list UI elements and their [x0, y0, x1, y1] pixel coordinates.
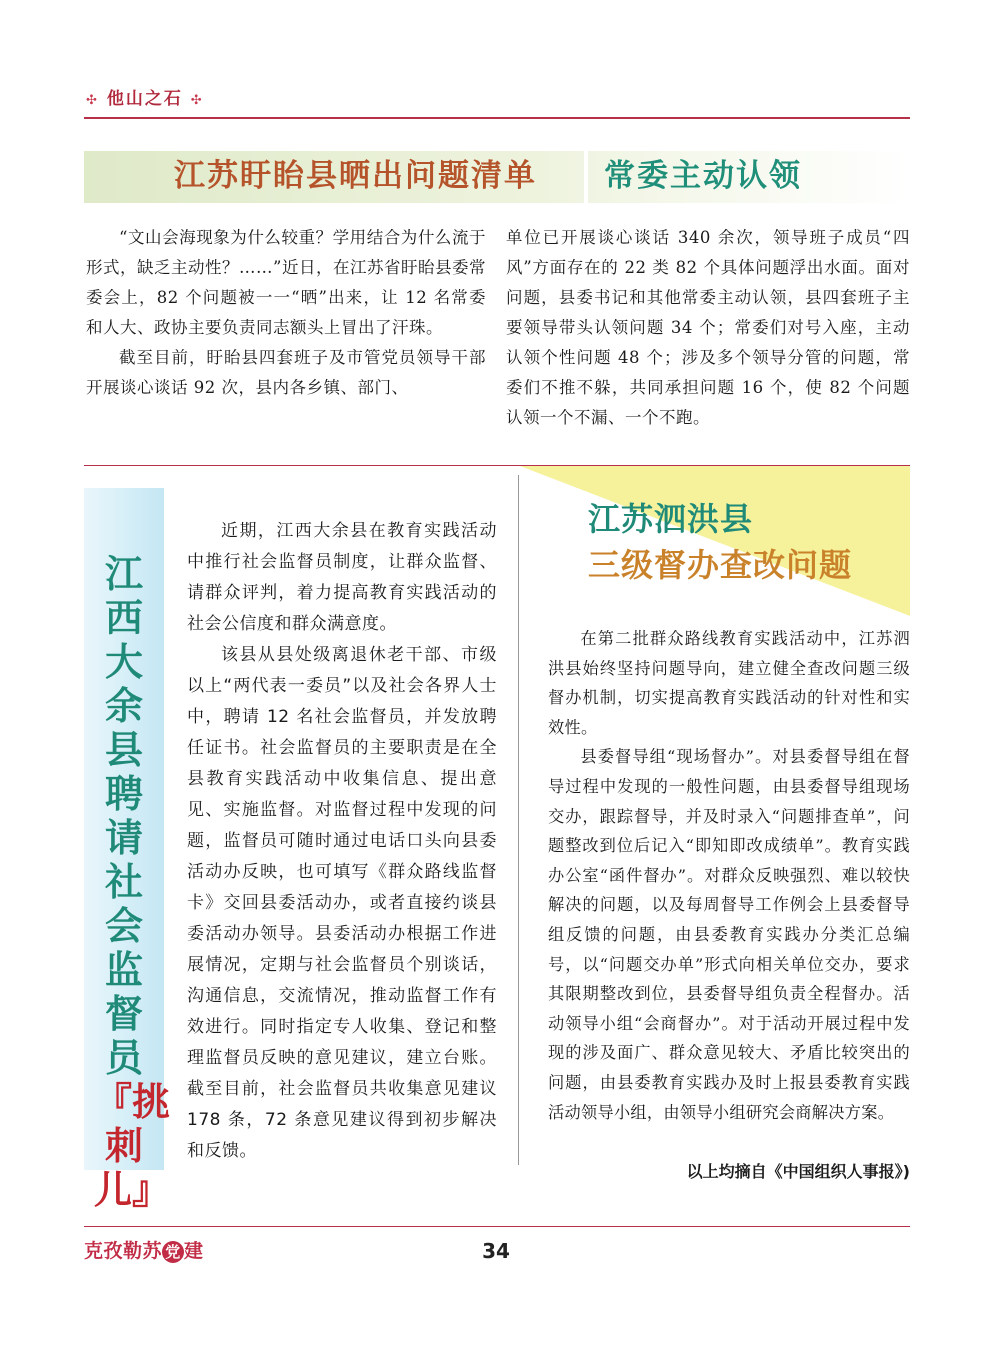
article1-column-left — [86, 223, 486, 403]
brand-dot: 党 — [162, 1241, 184, 1263]
footer-rule — [84, 1226, 910, 1227]
page-number: 34 — [482, 1239, 510, 1263]
source-attribution: 以上均摘自《中国组织人事报》) — [686, 1162, 910, 1181]
article3-title — [588, 496, 852, 588]
brand-text: 克孜勒苏 — [84, 1240, 163, 1262]
title-divider — [584, 151, 588, 203]
article1-title-main: 江苏盱眙县晒出问题清单 — [174, 158, 537, 194]
article3-paragraph: 在第二批群众路线教育实践活动中，江苏泗洪县始终坚持问题导向，建立健全查改问题三级督办机制，切实提高教育实践活动的针对性和实效性。 — [548, 629, 910, 737]
article3-paragraph: 县委督导组“现场督办”。对县委督导组在督导过程中发现的一般性问题，由县委督导组现场交办，跟踪督导，并及时录入“问题排查单”，问题整改到位后记入“即知即改成绩单”。教育实践办公室“函件督办”。对群众反映强烈、难以较快解决的问题，以及每周督导工作例会上县委督导组反馈的问题，由县委教育实践办分类汇总编号，以“问题交办单”形式向相关单位交办，要求其限期整改到位，县委督导组负责全程督办。活动领导小组“会商督办”。对于活动开展过程中发现的涉及面广、群众意见较大、矛盾比较突出的问题，由县委教育实践办及时上报县委教育实践活动领导小组，由领导小组研究会商解决方案。 — [548, 747, 910, 1122]
article3-body — [548, 624, 910, 1127]
cross-ornament-icon: ✣ — [190, 93, 204, 108]
article2-title-highlight: 『挑刺儿』 — [94, 1079, 171, 1212]
brand-text-end: 建 — [184, 1240, 204, 1262]
article2-paragraph: 近期，江西大余县在教育实践活动中推行社会监督员制度，让群众监督、请群众评判，着力提高教育实践活动的社会公信度和群众满意度。 — [187, 521, 497, 634]
article2-title-main: 江西大余县聘请社会监督员 — [104, 551, 143, 1080]
article3-title-line1: 江苏泗洪县 — [588, 500, 754, 538]
article1-paragraph: 截至目前，盱眙县四套班子及市管党员领导干部开展谈心谈话 92 次，县内各乡镇、部门、 — [86, 348, 486, 397]
header-rule — [84, 117, 910, 119]
cross-ornament-icon: ✣ — [86, 93, 99, 108]
article3-title-line2: 三级督办查改问题 — [588, 546, 853, 584]
article2-body — [187, 516, 497, 1167]
article1-paragraph-continued: 单位已开展谈心谈话 340 余次，领导班子成员“四风”方面存在的 22 类 82 个具体问题浮出水面。面对问题，县委书记和其他常委主动认领，县四套班子主要领导带头认领问题 34 个；常委们对号入座，主动认领个性问题 48 个；涉及多个领导分管的问题，常委们不推不躲，共同承担问题 16 个，使 82 个问题认领一个不漏、一个不跑。 — [506, 228, 910, 427]
article1-paragraph: “文山会海现象为什么较重？学用结合为什么流于形式，缺乏主动性？……”近日，在江苏省盱眙县委常委会上，82 个问题被一一“晒”出来，让 12 名常委和人大、政协主要负责同志额头上冒出了汗珠。 — [86, 228, 486, 337]
magazine-brand — [84, 1238, 204, 1264]
article2-paragraph: 该县从县处级离退休老干部、市级以上“两代表一委员”以及社会各界人士中，聘请 12 名社会监督员，并发放聘任证书。社会监督员的主要职责是在全县教育实践活动中收集信息、提出意见、实施监督。对监督过程中发现的问题，监督员可随时通过电话口头向县委活动办反映，也可填写《群众路线监督卡》交回县委活动办，或者直接约谈县委活动办领导。县委活动办根据工作进展情况，定期与社会监督员个别谈话，沟通信息，交流情况，推动监督工作有效进行。同时指定专人收集、登记和整理监督员反映的意见建议，建立台账。截至目前，社会监督员共收集意见建议 178 条，72 条意见建议得到初步解决和反馈。 — [187, 645, 497, 1161]
article2-title — [94, 551, 171, 1212]
column-divider — [518, 475, 519, 1165]
section-name: 他山之石 — [106, 89, 183, 109]
section-tag — [86, 88, 204, 112]
article1-title-sub: 常委主动认领 — [604, 158, 802, 194]
article1-column-right — [506, 223, 910, 433]
article1-title-bar — [84, 151, 910, 203]
